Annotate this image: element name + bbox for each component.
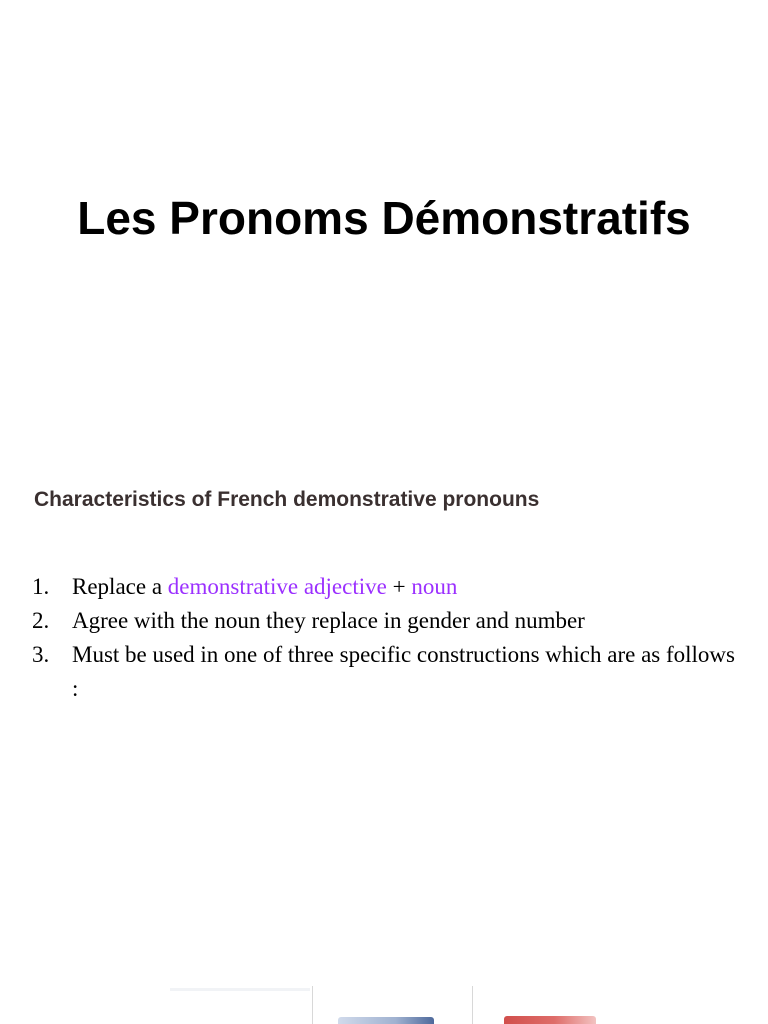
section-heading: Characteristics of French demonstrative pronouns bbox=[34, 488, 540, 511]
list-item-text: Replace a bbox=[72, 574, 168, 599]
list-number: 1. bbox=[32, 574, 50, 599]
list-item-text: Agree with the noun they replace in gender and number bbox=[72, 608, 585, 633]
list-item bbox=[32, 604, 742, 638]
cropped-next-slide-preview bbox=[170, 984, 600, 1024]
preview-blue-text-fragment bbox=[338, 1017, 434, 1024]
list-number: 3. bbox=[32, 642, 50, 667]
slide-title: Les Pronoms Démonstratifs bbox=[77, 192, 691, 244]
list-item bbox=[32, 638, 742, 706]
highlight-noun: noun bbox=[411, 574, 458, 599]
preview-divider bbox=[472, 986, 473, 1024]
list-item-text: Must be used in one of three specific constructions which are as follows : bbox=[72, 642, 735, 701]
list-item bbox=[32, 570, 742, 604]
highlight-demonstrative-adjective: demonstrative adjective bbox=[167, 574, 387, 599]
list-number: 2. bbox=[32, 608, 50, 633]
preview-fragment bbox=[170, 988, 310, 991]
plus-connector: + bbox=[386, 574, 412, 599]
preview-divider bbox=[312, 986, 313, 1024]
characteristics-list bbox=[32, 570, 742, 706]
preview-red-text-fragment bbox=[504, 1016, 596, 1024]
